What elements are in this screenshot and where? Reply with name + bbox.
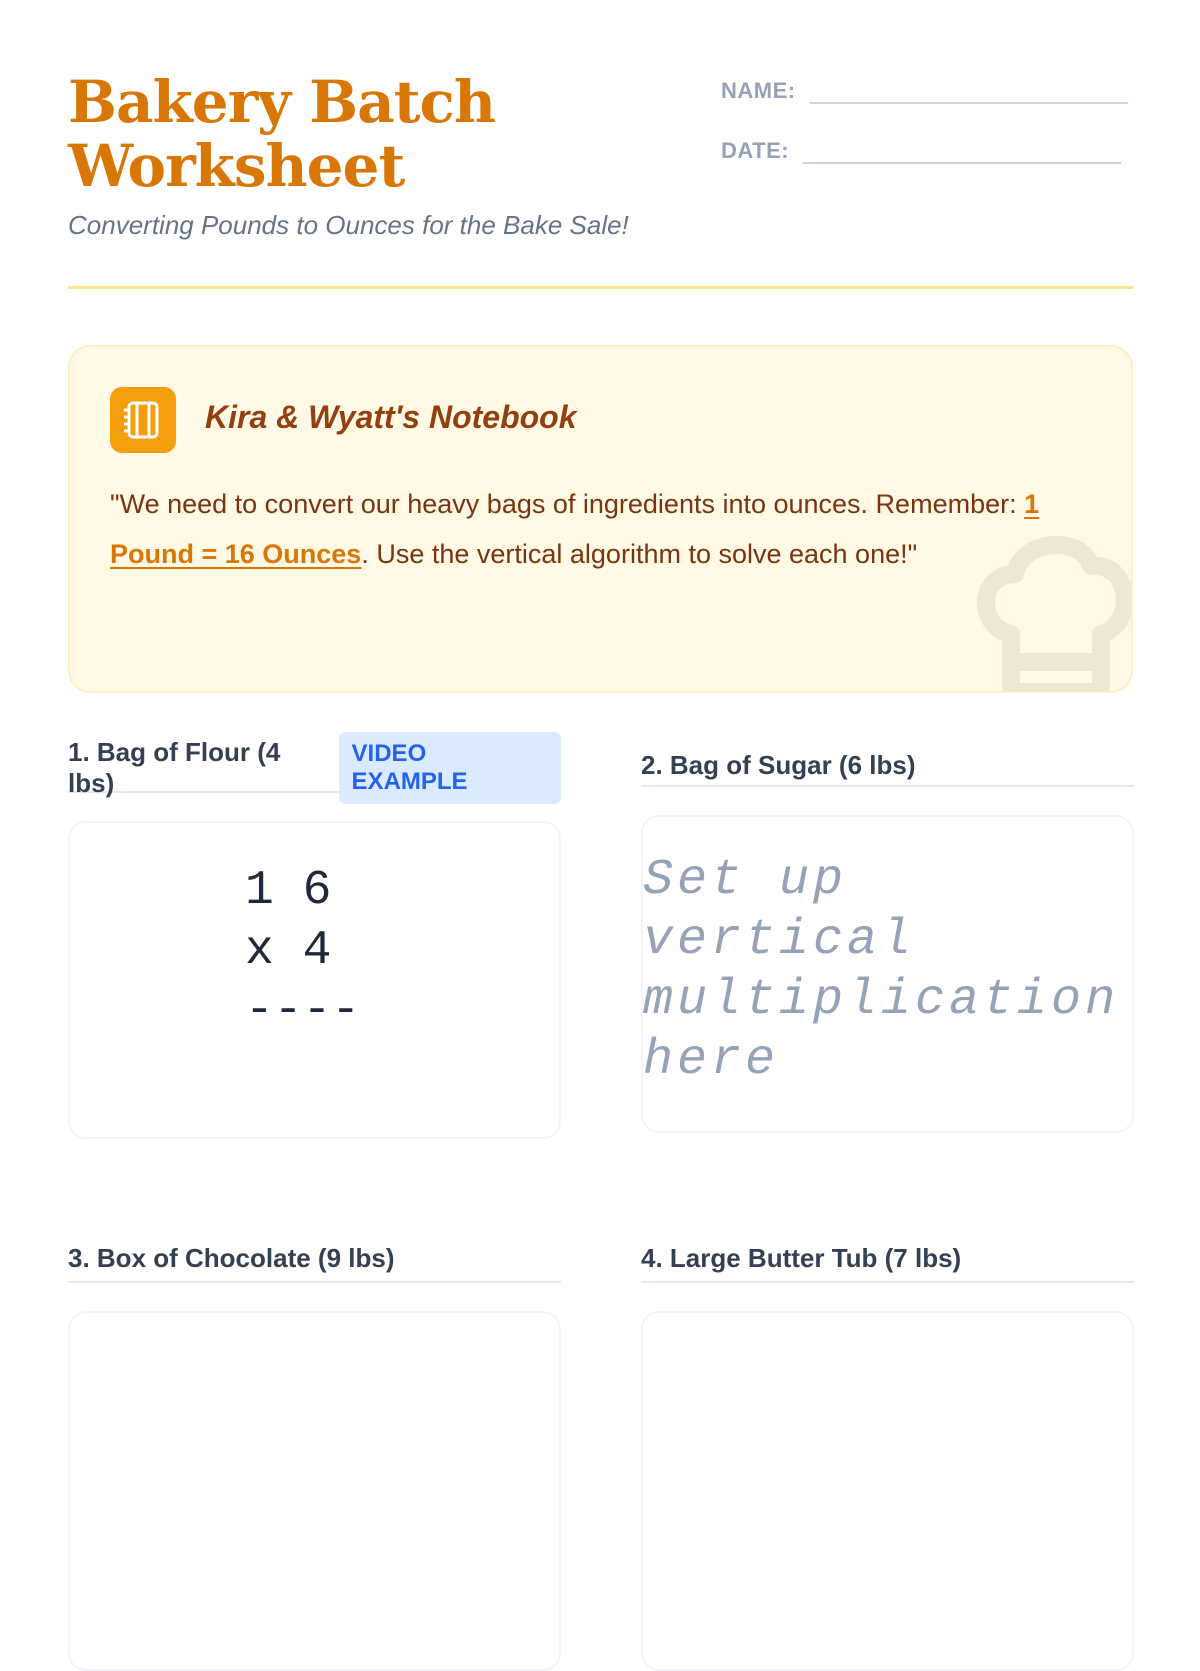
name-input-line[interactable] bbox=[810, 72, 1128, 104]
problem-3 bbox=[68, 1235, 561, 1671]
notebook-icon bbox=[110, 387, 176, 453]
algo-line-3: ---- bbox=[245, 984, 361, 1038]
problem-2-header bbox=[641, 745, 1134, 787]
vertical-algorithm bbox=[245, 861, 360, 1041]
date-input-line[interactable] bbox=[803, 132, 1121, 164]
date-label: DATE: bbox=[721, 138, 790, 163]
problem-3-header bbox=[68, 1235, 561, 1283]
problem-1-workspace[interactable] bbox=[68, 821, 561, 1139]
problem-4-workspace[interactable] bbox=[641, 1311, 1134, 1671]
conversion-highlight: 1 Pound = 16 Ounces bbox=[110, 489, 1040, 569]
name-label: NAME: bbox=[721, 78, 796, 103]
workspace-placeholder: Set up vertical multiplication here bbox=[643, 852, 1120, 1089]
problem-4-header bbox=[641, 1235, 1134, 1283]
problem-4-label: 4. Large Butter Tub (7 lbs) bbox=[641, 1242, 962, 1273]
page-subtitle: Converting Pounds to Ounces for the Bake Sale! bbox=[68, 210, 629, 240]
name-field[interactable] bbox=[721, 72, 1128, 104]
problem-2-label: 2. Bag of Sugar (6 lbs) bbox=[641, 749, 916, 780]
problem-1 bbox=[68, 737, 561, 1139]
notebook-text-before: "We need to convert our heavy bags of ingredients into ounces. Remember: bbox=[110, 489, 1025, 519]
notebook-callout bbox=[68, 345, 1133, 693]
problem-2-workspace[interactable] bbox=[641, 815, 1134, 1133]
algo-line-2: x 4 bbox=[245, 924, 332, 978]
chef-hat-icon bbox=[963, 524, 1133, 693]
notebook-text bbox=[110, 479, 1090, 579]
header-divider bbox=[68, 286, 1133, 289]
problem-2 bbox=[641, 745, 1134, 1133]
notebook-text-after: . Use the vertical algorithm to solve each one!" bbox=[361, 539, 918, 569]
problem-3-label: 3. Box of Chocolate (9 lbs) bbox=[68, 1242, 395, 1273]
problem-4 bbox=[641, 1235, 1134, 1671]
notebook-title: Kira & Wyatt's Notebook bbox=[205, 399, 577, 435]
worksheet-page bbox=[68, 0, 1133, 1600]
problem-3-workspace[interactable] bbox=[68, 1311, 561, 1671]
page-title: Bakery Batch Worksheet bbox=[68, 68, 496, 200]
date-field[interactable] bbox=[721, 132, 1121, 164]
problem-1-header bbox=[68, 737, 561, 798]
video-example-badge[interactable]: VIDEO EXAMPLE bbox=[339, 732, 561, 804]
algo-line-1: 1 6 bbox=[245, 864, 332, 918]
problem-1-label: 1. Bag of Flour (4 lbs) bbox=[68, 737, 281, 798]
